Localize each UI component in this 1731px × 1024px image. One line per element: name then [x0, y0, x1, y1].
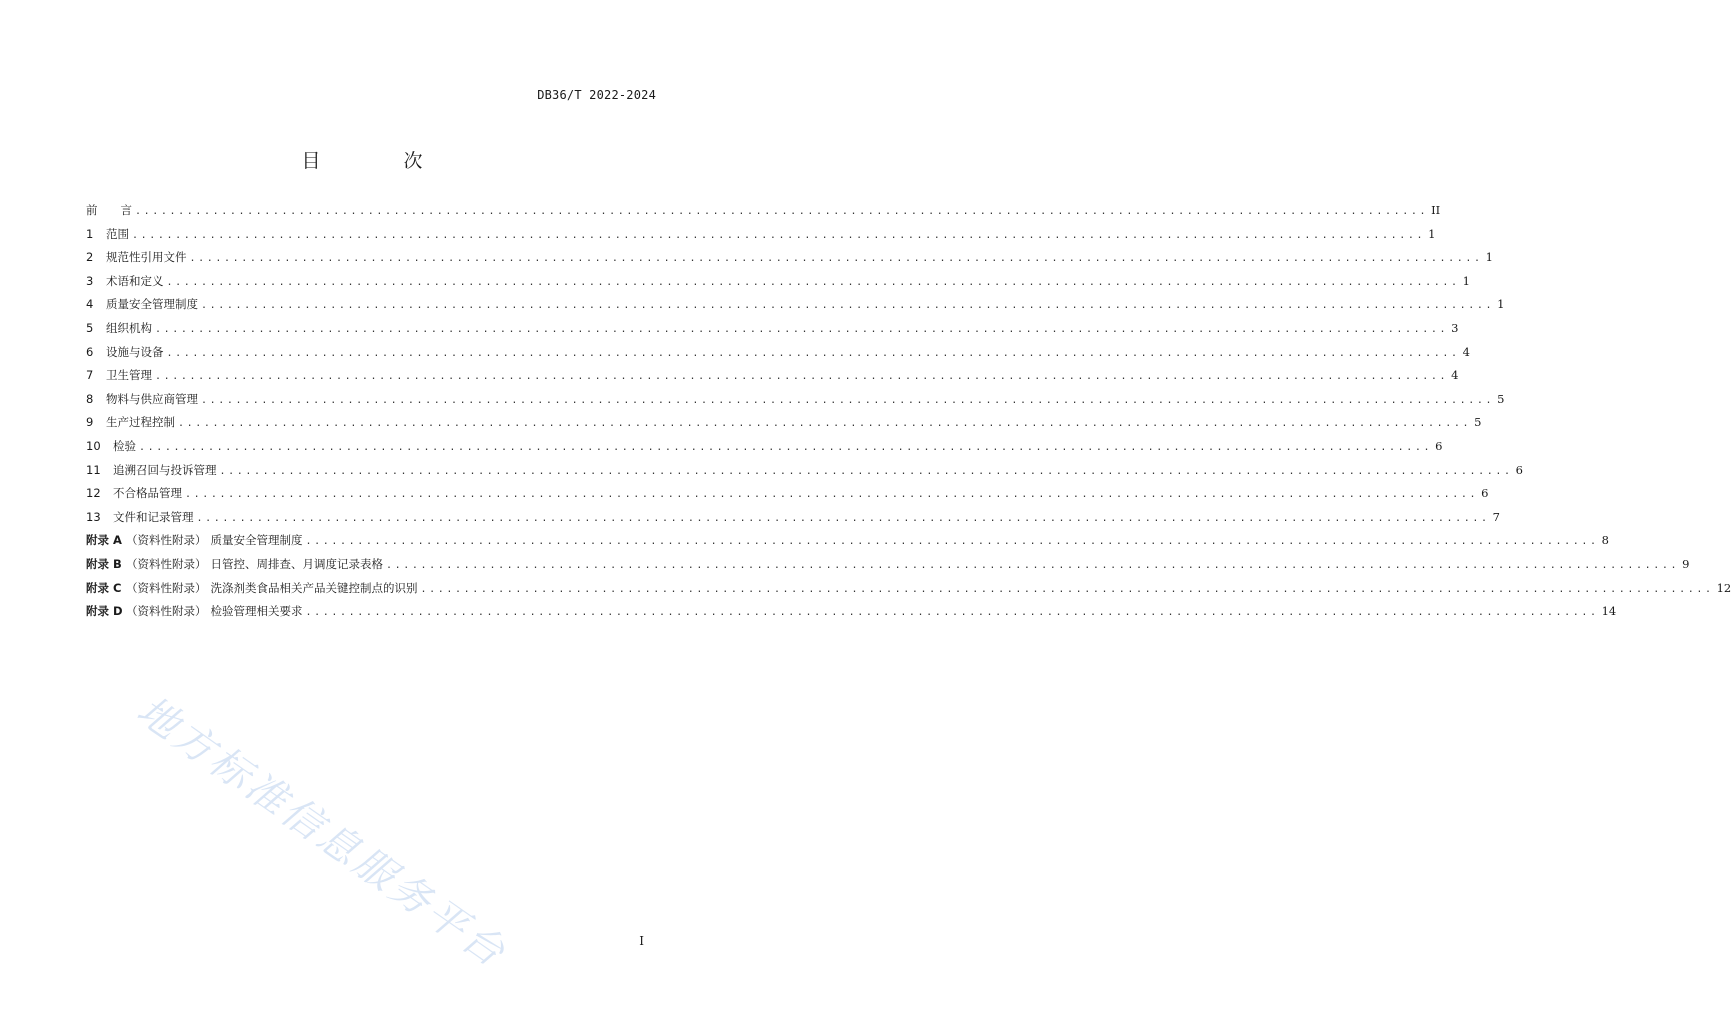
toc-entry-label: 质量安全管理制度 — [106, 297, 198, 312]
toc-entry-label: 范围 — [106, 226, 129, 241]
toc-entry-page: 1 — [1428, 226, 1436, 241]
page-number: I — [639, 934, 644, 948]
page-title: 目 次 — [301, 150, 455, 172]
toc-entry-number: 10 — [86, 438, 101, 453]
toc-entry-normative-references[interactable] — [86, 249, 1493, 273]
toc-entry-number: 7 — [86, 368, 94, 383]
toc-entry-page: II — [1431, 203, 1441, 217]
toc-entry-page: 4 — [1451, 368, 1459, 383]
toc-leader-dots: ...................................................................................................................................................... — [166, 276, 1460, 288]
standard-code: DB36/T 2022-2024 — [537, 88, 656, 102]
toc-entry-appendix-a[interactable] — [86, 532, 1609, 556]
toc-entry-label: 检验 — [113, 438, 136, 453]
toc-entry-page: 9 — [1682, 556, 1690, 571]
appendix-tag: 附录 A — [86, 533, 122, 548]
toc-entry-number: 9 — [86, 415, 94, 430]
toc-entry-terms[interactable] — [86, 273, 1470, 297]
toc-entry-page: 3 — [1451, 320, 1459, 335]
toc-entry-hygiene[interactable] — [86, 367, 1459, 391]
toc-entry-label: 前 言 — [86, 203, 132, 217]
toc-leader-dots: ...................................................................................................................................................... — [386, 559, 1680, 571]
toc-leader-dots: ...................................................................................................................................................... — [155, 371, 1449, 383]
toc-leader-dots: ...................................................................................................................................................... — [305, 536, 1599, 548]
toc-entry-label: 物料与供应商管理 — [106, 391, 198, 406]
toc-entry-page: 6 — [1481, 486, 1489, 501]
toc-entry-number: 5 — [86, 320, 94, 335]
toc-entry-number: 1 — [86, 226, 94, 241]
toc-entry-label: 文件和记录管理 — [113, 509, 194, 524]
toc-entry-label: 日管控、周排查、月调度记录表格 — [210, 556, 383, 571]
toc-leader-dots: ...................................................................................................................................................... — [166, 347, 1460, 359]
toc-entry-nonconforming[interactable] — [86, 485, 1489, 509]
toc-entry-materials[interactable] — [86, 391, 1505, 415]
toc-entry-page: 1 — [1485, 250, 1493, 265]
toc-entry-facilities[interactable] — [86, 344, 1470, 368]
toc-leader-dots: ...................................................................................................................................................... — [420, 583, 1714, 595]
toc-entry-label: 不合格品管理 — [113, 486, 182, 501]
toc-leader-dots: ...................................................................................................................................................... — [139, 441, 1433, 453]
appendix-kind: （资料性附录） — [126, 556, 207, 571]
toc-entry-production-control[interactable] — [86, 414, 1482, 438]
toc-entry-number: 8 — [86, 391, 94, 406]
toc-entry-label: 洗涤剂类食品相关产品关键控制点的识别 — [210, 580, 418, 595]
toc-entry-appendix-c[interactable] — [86, 580, 1731, 604]
appendix-kind: （资料性附录） — [126, 604, 207, 619]
toc-entry-appendix-b[interactable] — [86, 556, 1690, 580]
toc-entry-label: 组织机构 — [106, 320, 152, 335]
toc-entry-label: 规范性引用文件 — [106, 250, 187, 265]
toc-entry-traceability[interactable] — [86, 462, 1523, 486]
toc-leader-dots: ...................................................................................................................................................... — [201, 300, 1495, 312]
toc-entry-number: 12 — [86, 486, 101, 501]
toc-entry-page: 5 — [1474, 415, 1482, 430]
toc-leader-dots: ...................................................................................................................................................... — [201, 394, 1495, 406]
toc-entry-label: 术语和定义 — [106, 273, 164, 288]
toc-leader-dots: ...................................................................................................................................................... — [132, 229, 1426, 241]
toc-leader-dots: ...................................................................................................................................................... — [155, 323, 1449, 335]
toc-entry-page: 6 — [1435, 438, 1443, 453]
toc-leader-dots: ...................................................................................................................................................... — [135, 206, 1429, 217]
toc-entry-page: 6 — [1515, 462, 1523, 477]
toc-entry-quality-system[interactable] — [86, 296, 1505, 320]
toc-entry-label: 质量安全管理制度 — [210, 533, 303, 548]
toc-entry-page: 1 — [1497, 297, 1505, 312]
toc-entry-number: 2 — [86, 250, 94, 265]
toc-entry-label: 设施与设备 — [106, 344, 164, 359]
toc-entry-scope[interactable] — [86, 226, 1436, 250]
toc-entry-page: 4 — [1462, 344, 1470, 359]
toc-entry-organization[interactable] — [86, 320, 1459, 344]
toc-entry-number: 6 — [86, 344, 94, 359]
toc-leader-dots: ...................................................................................................................................................... — [185, 489, 1479, 501]
toc-entry-label: 卫生管理 — [106, 368, 152, 383]
toc-entry-page: 5 — [1497, 391, 1505, 406]
toc-leader-dots: ...................................................................................................................................................... — [219, 465, 1513, 477]
appendix-tag: 附录 C — [86, 580, 122, 595]
table-of-contents — [86, 202, 1731, 627]
toc-leader-dots: ...................................................................................................................................................... — [196, 512, 1490, 524]
toc-entry-inspection[interactable] — [86, 438, 1443, 462]
toc-entry-appendix-d[interactable] — [86, 603, 1617, 627]
toc-entry-label: 检验管理相关要求 — [210, 604, 303, 619]
toc-leader-dots: ...................................................................................................................................................... — [189, 253, 1483, 265]
toc-entry-page: 8 — [1601, 533, 1609, 548]
toc-entry-page: 7 — [1492, 509, 1500, 524]
appendix-tag: 附录 B — [86, 556, 122, 571]
toc-entry-number: 4 — [86, 297, 94, 312]
appendix-kind: （资料性附录） — [126, 533, 207, 548]
appendix-kind: （资料性附录） — [126, 580, 207, 595]
toc-entry-page: 14 — [1601, 604, 1617, 619]
toc-entry-page: 1 — [1462, 273, 1470, 288]
toc-entry-preface[interactable] — [86, 202, 1441, 226]
toc-entry-page: 12 — [1716, 580, 1731, 595]
toc-entry-number: 3 — [86, 273, 94, 288]
toc-entry-label: 生产过程控制 — [106, 415, 175, 430]
toc-leader-dots: ...................................................................................................................................................... — [178, 418, 1472, 430]
toc-entry-documents[interactable] — [86, 509, 1500, 533]
toc-leader-dots: ...................................................................................................................................................... — [305, 607, 1599, 619]
toc-entry-number: 13 — [86, 509, 101, 524]
watermark: 地方标准信息服务平台 — [128, 687, 516, 978]
toc-entry-number: 11 — [86, 462, 101, 477]
toc-entry-label: 追溯召回与投诉管理 — [113, 462, 217, 477]
appendix-tag: 附录 D — [86, 604, 123, 619]
